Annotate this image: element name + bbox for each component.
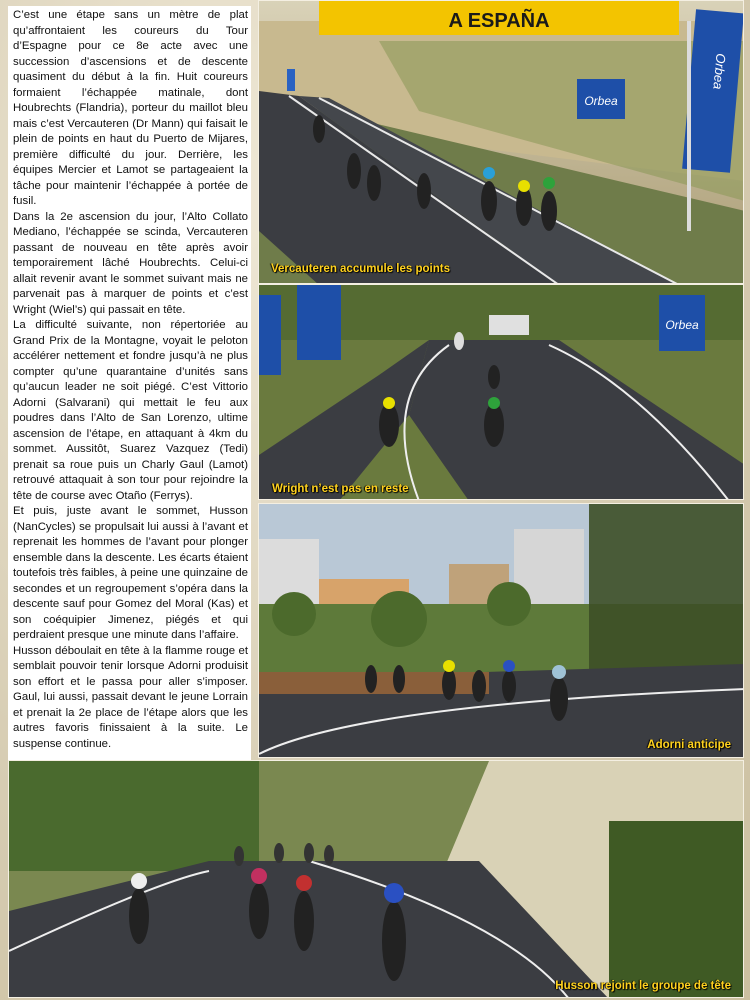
photo-wright — [258, 284, 744, 500]
photo-1-caption: Vercauteren accumule les points — [271, 263, 450, 275]
photo-3-scene — [259, 504, 744, 758]
photo-4-caption: Husson rejoint le groupe de tête — [555, 980, 731, 992]
photo-husson — [8, 760, 744, 998]
sponsor-banner-1: Orbea — [584, 94, 618, 108]
article-paragraph-1: C’est une étape sans un mètre de plat qu’affrontaient les coureurs du Tour d’Espagne pour ce 8e acte avec une succession d’ascensions et de descente quasiment du début à la fin. Huit coureurs formaient l’échappée matinale, dont Houbrechts (Flandria), porteur du maillot bleu mais c’est Vercauteren (Dr Mann) qui faisait le plein de points en haut du Puerto de Mijares, première difficulté du jour. Derrière, les équipes Mercier et Lamot se partageaient la tâche pour maintenir l’échappée à portée de fusil. — [13, 9, 248, 207]
photo-2-scene — [259, 285, 744, 500]
article-paragraph-5: Husson déboulait en tête à la flamme rouge et semblait pouvoir tenir lorsque Adorni produisit son effort et le passa pour aller s’imposer. Gaul, lui aussi, passait devant le jeune Lorrain et prenait la 2e place de l’étape alors que les autres favoris finissaient à la suite. Le suspense continue. — [13, 644, 248, 750]
photo-3-caption: Adorni anticipe — [647, 739, 731, 751]
sponsor-banner-2: Orbea — [710, 52, 729, 91]
article-text — [8, 6, 251, 812]
photo-4-scene — [9, 761, 744, 998]
sponsor-banner-3: Orbea — [665, 318, 699, 332]
banner-text: A ESPAÑA — [448, 10, 550, 32]
photo-2-caption: Wright n’est pas en reste — [272, 483, 409, 495]
photo-1-scene — [259, 1, 744, 284]
photo-adorni — [258, 503, 744, 758]
article-paragraph-2: Dans la 2e ascension du jour, l’Alto Collato Mediano, l’échappée se scinda, Vercauteren passant de nouveau en tête après avoir temporairement lâché Houbrechts. Celui-ci allait revenir avant le sommet suivant mais ne parvenait pas à marquer de points et c’est Wright (Wiel’s) qui passait en tête. — [13, 210, 248, 316]
article-paragraph-3: La difficulté suivante, non répertoriée au Grand Prix de la Montagne, voyait le peloton accélérer nettement et fondre jusqu’à ne plus compter qu’une quarantaine d’unités sans qu’aucun leader ne soit piégé. C’est Vittorio Adorni (Salvarani) qui mettait le feu aux poudres dans l’Alto de San Lorenzo, ultime ascension de l’étape, en attaquant à 4km du sommet. Aussitôt, Suarez Vazquez (Tedi) prenait sa roue puis un Charly Gaul (Lamot) retrouvé attaquait à son tour pour rejoindre la tête de course avec Otaño (Ferrys). — [13, 319, 248, 502]
article-paragraph-4: Et puis, juste avant le sommet, Husson (NanCycles) se propulsait lui aussi à l’avant et reprenait les hommes de l’avant pour plonger ensemble dans la descente. Les écarts étaient toutefois très faibles, à peine une quinzaine de secondes et un regroupement s’opéra dans la descente sauf pour Gomez del Moral (Kas) et son coéquipier Jimenez, piégés et qui perdraient presque une minute dans l’affaire. — [13, 505, 248, 641]
photo-vercauteren — [258, 0, 744, 284]
